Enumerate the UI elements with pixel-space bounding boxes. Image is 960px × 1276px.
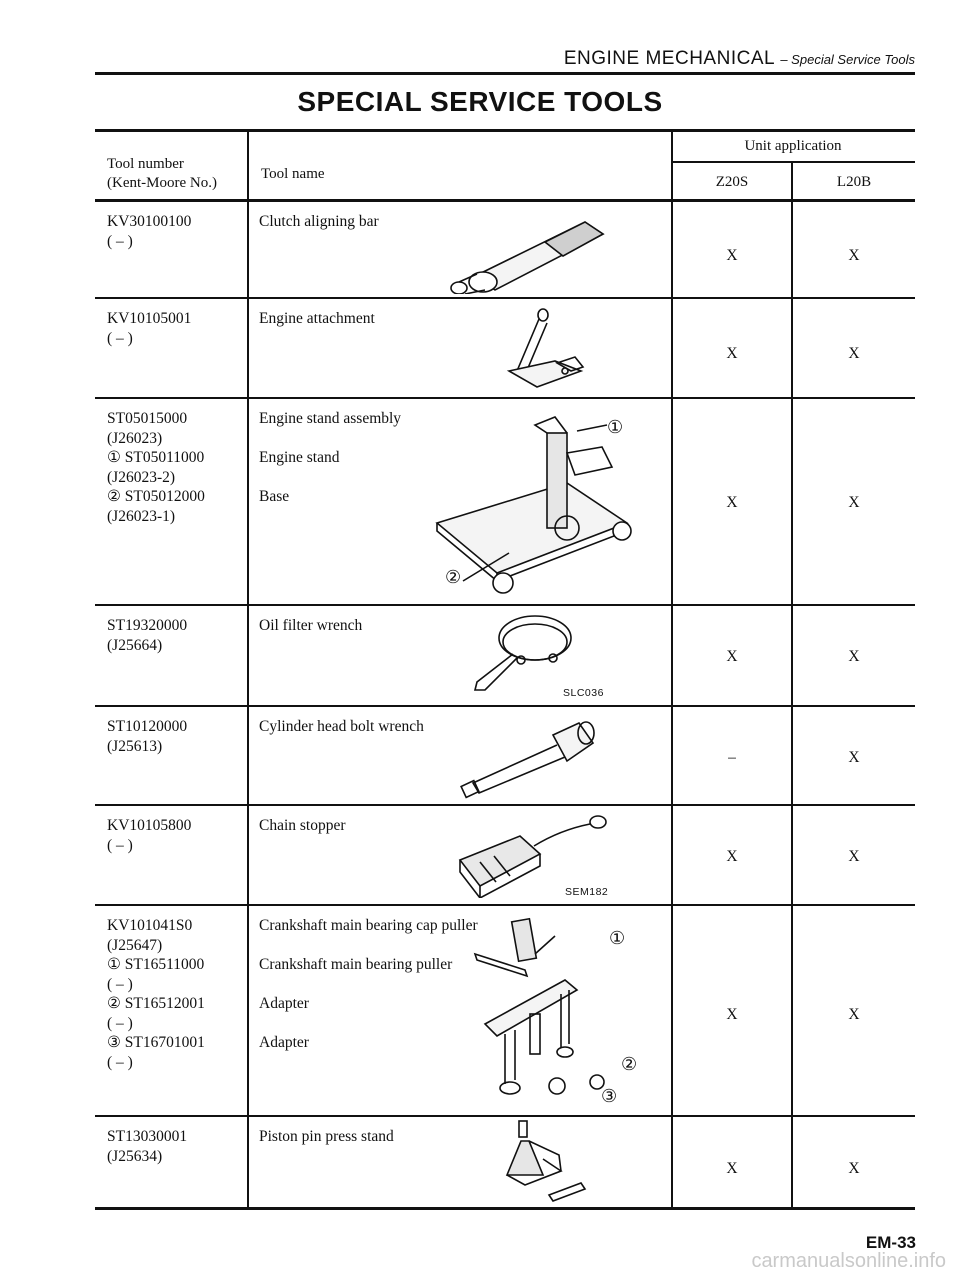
l20b-cell: X (848, 1160, 860, 1177)
chain-stopper-illustration (450, 810, 615, 898)
tool-number: KV30100100 ( – ) (107, 213, 192, 250)
z20s-cell: X (726, 494, 738, 511)
tool-name: Engine stand assembly Engine stand Base (259, 410, 402, 505)
watermark: carmanualsonline.info (751, 1250, 946, 1272)
subsection-title: – Special Service Tools (780, 52, 915, 67)
tool-number: ST13030001 (J25634) (107, 1128, 188, 1165)
clutch-aligning-bar-illustration (435, 204, 625, 294)
z20s-cell: X (726, 848, 738, 865)
l20b-cell: X (848, 1006, 860, 1023)
tool-name: Engine attachment (259, 310, 375, 327)
l20b-cell: X (848, 749, 860, 766)
tool-number: KV10105001 ( – ) (107, 310, 192, 347)
header-tool-number: Tool number (Kent-Moore No.) (107, 156, 217, 191)
tools-table (95, 129, 915, 1210)
callout-2: ② (445, 567, 462, 587)
table-row (95, 806, 915, 904)
callout-3: ③ (601, 1086, 618, 1106)
tool-number: ST19320000 (J25664) (107, 617, 188, 654)
header-tool-name: Tool name (261, 166, 325, 182)
tool-name: Piston pin press stand (259, 1128, 394, 1145)
tool-name: Chain stopper (259, 817, 346, 834)
figure-ref: SEM182 (565, 886, 609, 898)
tool-number: ST10120000 (J25613) (107, 718, 188, 755)
l20b-cell: X (848, 648, 860, 665)
l20b-cell: X (848, 848, 860, 865)
cylinder-head-bolt-wrench-illustration (453, 721, 603, 801)
table-row (95, 906, 915, 1115)
page-number: EM-33 (865, 1233, 916, 1252)
page-header (95, 48, 915, 74)
page-title: SPECIAL SERVICE TOOLS (297, 86, 663, 117)
callout-1: ① (607, 417, 624, 437)
z20s-cell: X (726, 1006, 738, 1023)
table-row (95, 707, 915, 804)
tool-name: Cylinder head bolt wrench (259, 718, 424, 735)
tool-number: KV10105800 ( – ) (107, 817, 192, 854)
l20b-cell: X (848, 345, 860, 362)
table-row (95, 1117, 915, 1207)
z20s-cell: X (726, 1160, 738, 1177)
z20s-cell: – (728, 749, 736, 766)
section-title: ENGINE MECHANICAL (563, 48, 776, 69)
callout-1: ① (609, 928, 626, 948)
header-unit-application: Unit application (744, 138, 842, 154)
l20b-cell: X (848, 494, 860, 511)
engine-attachment-illustration (495, 305, 605, 395)
z20s-cell: X (726, 345, 738, 362)
tool-number: ST05015000 (J26023) ① ST05011000 (J26023-2) ② ST05012000 (J26023-1) (107, 410, 205, 525)
tool-name: Oil filter wrench (259, 617, 363, 634)
table-top-rule (95, 129, 915, 132)
unit-app-rule (671, 161, 915, 163)
figure-ref: SLC036 (563, 687, 604, 699)
l20b-cell: X (848, 247, 860, 264)
tool-name: Clutch aligning bar (259, 213, 379, 230)
z20s-cell: X (726, 648, 738, 665)
tool-number: KV101041S0 (J25647) ① ST16511000 ( – ) ② ST16512001 ( – ) ③ ST16701001 ( – ) (107, 917, 205, 1071)
header-rule (95, 72, 915, 75)
header-z20s: Z20S (715, 174, 749, 190)
z20s-cell: X (726, 247, 738, 264)
table-row (95, 299, 915, 397)
tool-name: Crankshaft main bearing cap puller Crankshaft main bearing puller Adapter Adapter (259, 917, 478, 1051)
table-row (95, 606, 915, 705)
table-row (95, 202, 915, 297)
header-l20b: L20B (836, 174, 872, 190)
table-row (95, 399, 915, 604)
piston-pin-press-stand-illustration (499, 1119, 599, 1205)
callout-2: ② (621, 1054, 638, 1074)
crankshaft-puller-illustration (465, 914, 625, 1110)
